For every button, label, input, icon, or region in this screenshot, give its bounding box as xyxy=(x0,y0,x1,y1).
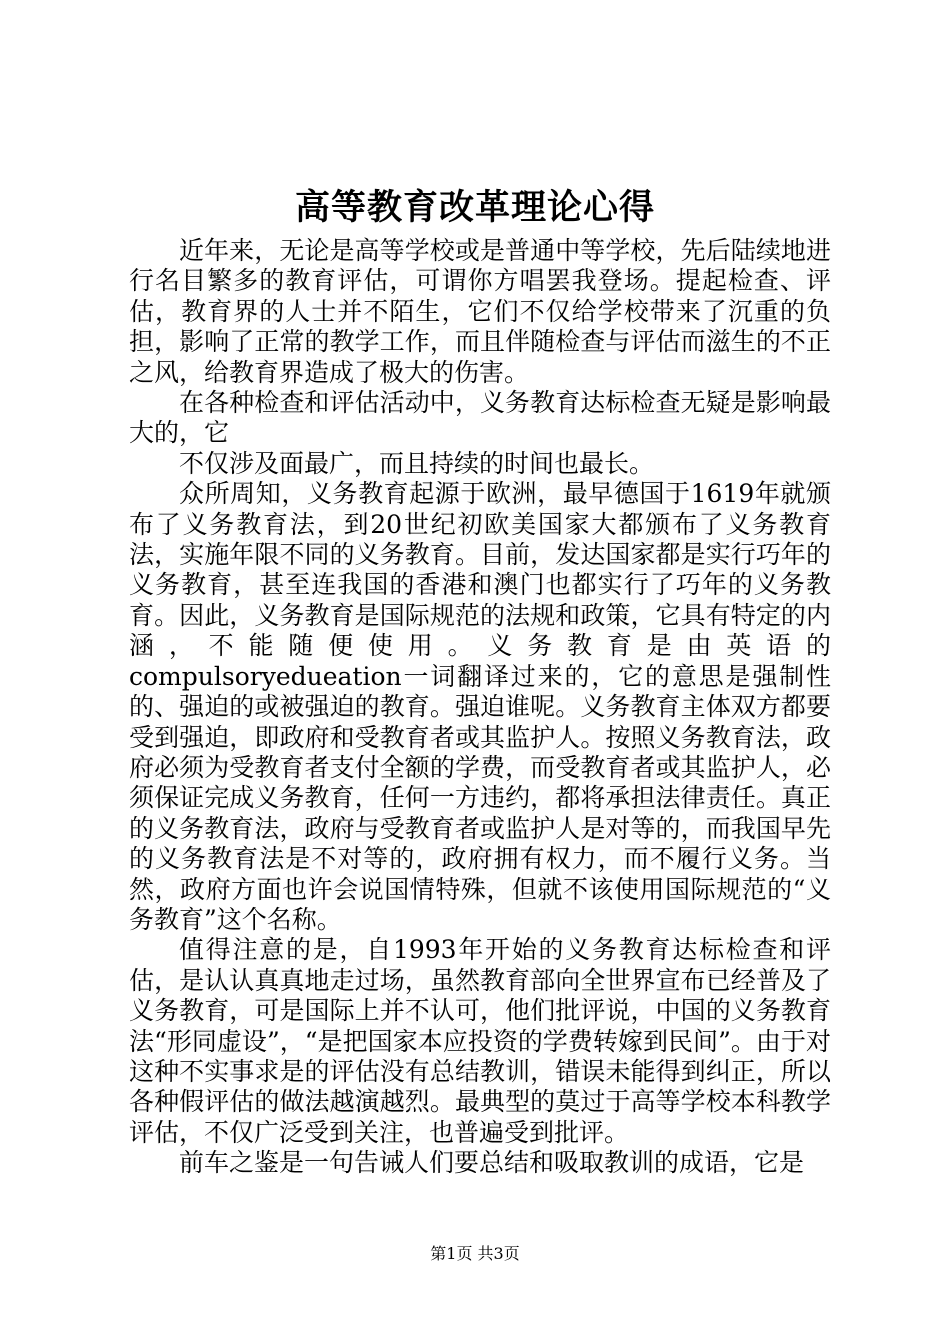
paragraph: 值得注意的是，自1993年开始的义务教育达标检查和评估，是认认真真地走过场，虽然教育部向全世界宣布已经普及了义务教育，可是国际上并不认可，他们批评说，中国的义务教育法“形同虚设”，“是把国家本应投资的学费转嫁到民间”。由于对这种不实事求是的评估没有总结教训，错误未能得到纠正，所以各种假评估的做法越演越烈。最典型的莫过于高等学校本科教学评估，不仅广泛受到关注，也普遍受到批评。 xyxy=(129,935,831,1147)
document-title: 高等教育改革理论心得 xyxy=(294,187,655,228)
paragraph: 前车之鉴是一句告诫人们要总结和吸取教训的成语，它是 xyxy=(179,1148,805,1178)
paragraph: 近年来，无论是高等学校或是普通中等学校，先后陆续地进行名目繁多的教育评估，可谓你方唱罢我登场。提起检查、评估，教育界的人士并不陌生，它们不仅给学校带来了沉重的负担，影响了正常的教学工作，而且伴随检查与评估而滋生的不正之风，给教育界造成了极大的伤害。 xyxy=(129,236,831,387)
paragraph: 不仅涉及面最广，而且持续的时间也最长。 xyxy=(179,448,655,478)
document-body xyxy=(129,236,831,1179)
page-footer: 第1页 共3页 xyxy=(430,1244,520,1263)
paragraph: 在各种检查和评估活动中，义务教育达标检查无疑是影响最大的，它 xyxy=(129,388,831,448)
paragraph: 众所周知，义务教育起源于欧洲，最早德国于1619年就颁布了义务教育法，到20世纪初欧美国家大都颁布了义务教育法，实施年限不同的义务教育。目前，发达国家都是实行巧年的义务教育，甚至连我国的香港和澳门也都实行了巧年的义务教育。因此，义务教育是国际规范的法规和政策，它具有特定的内涵，不能随便使用。义务教育是由英语的compulsoryedueation一词翻译过来的，它的意思是强制性的、强迫的或被强迫的教育。强迫谁呢。义务教育主体双方都要受到强迫，即政府和受教育者或其监护人。按照义务教育法，政府必须为受教育者支付全额的学费，而受教育者或其监护人，必须保证完成义务教育，任何一方违约，都将承担法律责任。真正的义务教育法，政府与受教育者或监护人是对等的，而我国早先的义务教育法是不对等的，政府拥有权力，而不履行义务。当然，政府方面也许会说国情特殊，但就不该使用国际规范的“义务教育”这个名称。 xyxy=(129,479,831,934)
